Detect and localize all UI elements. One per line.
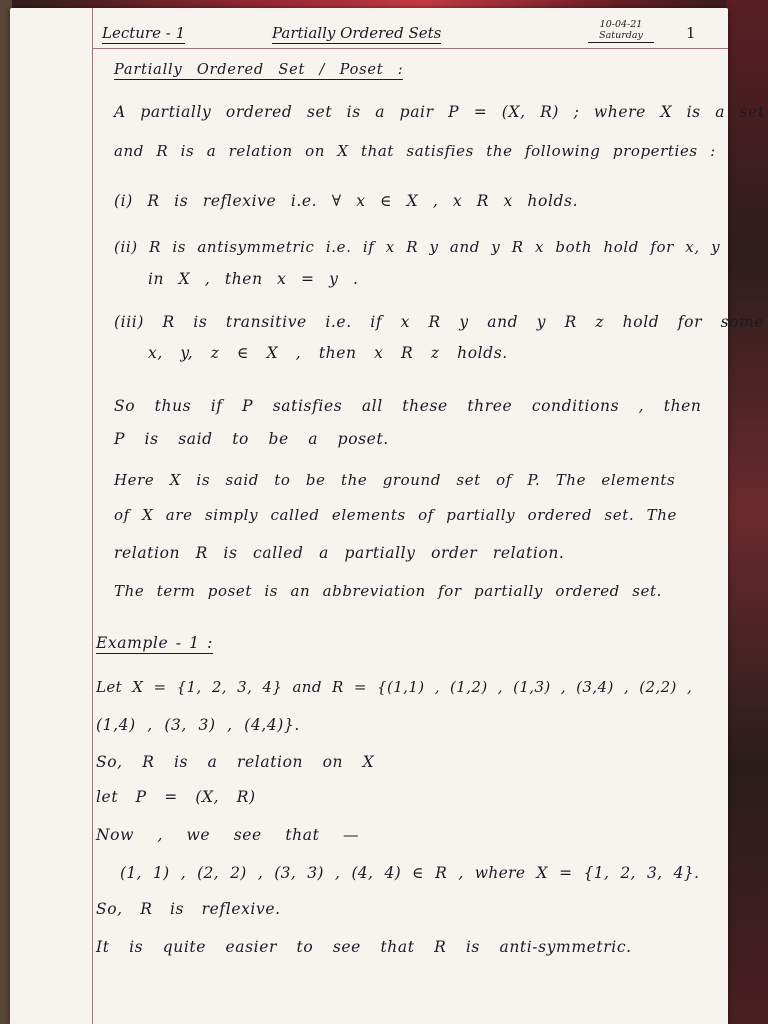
margin-line <box>92 8 93 1024</box>
text-line-6: (iii) R is transitive i.e. if x R y and y R z hold for some <box>114 313 765 331</box>
page-number: 1 <box>686 24 696 42</box>
date-text: 10-04-21 <box>599 19 643 30</box>
text-line-3: (i) R is reflexive i.e. ∀ x ∈ X , x R x holds. <box>114 192 579 210</box>
example-line-6: (1, 1) , (2, 2) , (3, 3) , (4, 4) ∈ R , where X = {1, 2, 3, 4}. <box>120 864 700 882</box>
section-title: Partially Ordered Set / Poset : <box>114 62 404 78</box>
text-line-2: and R is a relation on X that satisfies the following properties : <box>114 142 716 160</box>
example-line-8: It is quite easier to see that R is anti-symmetric. <box>96 938 632 956</box>
example-line-7: So, R is reflexive. <box>96 900 281 918</box>
text-line-13: The term poset is an abbreviation for partially ordered set. <box>114 582 663 600</box>
example-line-5: Now , we see that — <box>96 826 360 844</box>
text-line-1: A partially ordered set is a pair P = (X, R) ; where X is a set <box>114 103 765 121</box>
page-title: Partially Ordered Sets <box>272 24 442 42</box>
text-line-8: So thus if P satisfies all these three conditions , then <box>114 397 702 415</box>
lecture-label: Lecture - 1 <box>102 24 186 42</box>
example-line-3: So, R is a relation on X <box>96 753 375 771</box>
text-line-7: x, y, z ∈ X , then x R z holds. <box>148 344 508 362</box>
text-line-9: P is said to be a poset. <box>114 430 389 448</box>
notebook-page <box>10 8 765 1024</box>
text-line-5: in X , then x = y . <box>148 270 359 288</box>
date-block <box>588 19 654 43</box>
header-rule <box>92 48 728 49</box>
text-line-4: (ii) R is antisymmetric i.e. if x R y and y R x both hold for x, y <box>114 238 721 256</box>
text-line-10: Here X is said to be the ground set of P. The elements <box>114 471 676 489</box>
example-line-2: (1,4) , (3, 3) , (4,4)}. <box>96 716 300 734</box>
day-text: Saturday <box>588 30 654 43</box>
background-right <box>726 0 768 1024</box>
text-line-11: of X are simply called elements of partially ordered set. The <box>114 506 677 524</box>
example-line-1: Let X = {1, 2, 3, 4} and R = {(1,1) , (1,2) , (1,3) , (3,4) , (2,2) , <box>96 678 693 696</box>
example-title: Example - 1 : <box>96 634 213 652</box>
example-line-4: let P = (X, R) <box>96 788 256 806</box>
text-line-12: relation R is called a partially order relation. <box>114 544 565 562</box>
